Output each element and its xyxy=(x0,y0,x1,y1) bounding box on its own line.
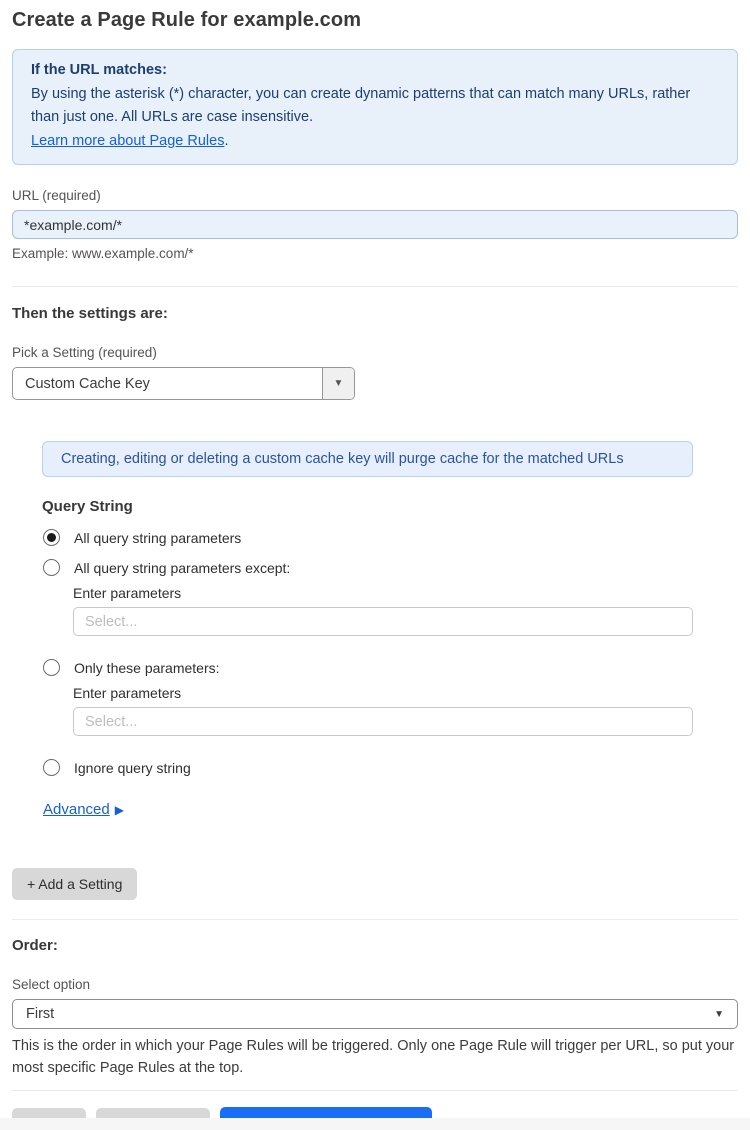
setting-dropdown-arrow-button[interactable] xyxy=(322,368,354,399)
enter-parameters-label: Enter parameters xyxy=(73,585,182,601)
divider xyxy=(12,286,738,287)
info-box-link-line xyxy=(31,130,719,154)
advanced-link-label: Advanced xyxy=(43,801,110,818)
enter-parameters-label: Enter parameters xyxy=(73,685,182,701)
url-example-text: Example: www.example.com/* xyxy=(12,246,194,261)
add-setting-button[interactable]: + Add a Setting xyxy=(12,868,137,900)
footer-strip xyxy=(0,1118,750,1130)
info-box-body: By using the asterisk (*) character, you can create dynamic patterns that can match many URLs, rather than just one. All URLs are case insensitive. xyxy=(31,85,691,125)
radio-option-all-params[interactable] xyxy=(43,529,738,546)
radio-option-label: Only these parameters: xyxy=(74,659,220,676)
divider xyxy=(12,919,738,920)
radio-option-label: All query string parameters xyxy=(74,529,242,546)
radio-option-label: Ignore query string xyxy=(74,759,191,776)
radio-button-icon[interactable] xyxy=(43,529,60,546)
radio-option-only-these[interactable] xyxy=(43,659,738,676)
url-match-info-box xyxy=(12,49,738,165)
info-box-heading: If the URL matches: xyxy=(31,62,167,78)
learn-more-link[interactable]: Learn more about Page Rules xyxy=(31,132,225,149)
radio-button-icon[interactable] xyxy=(43,559,60,576)
url-field-label: URL (required) xyxy=(12,188,101,203)
radio-option-label: All query string parameters except: xyxy=(74,559,291,576)
divider xyxy=(12,1090,738,1091)
chevron-right-icon: ▶ xyxy=(114,802,124,817)
page-title: Create a Page Rule for example.com xyxy=(12,9,362,31)
order-select-label: Select option xyxy=(12,977,91,992)
pick-setting-label: Pick a Setting (required) xyxy=(12,345,157,360)
order-select[interactable] xyxy=(12,999,738,1029)
except-parameters-input[interactable] xyxy=(73,607,693,636)
link-period: . xyxy=(224,132,229,149)
radio-option-ignore-query[interactable] xyxy=(43,759,738,776)
query-string-heading: Query String xyxy=(42,498,133,515)
chevron-down-icon: ▼ xyxy=(714,1008,724,1020)
order-heading: Order: xyxy=(12,937,58,954)
order-select-value: First xyxy=(26,1006,55,1022)
setting-dropdown[interactable] xyxy=(12,367,355,400)
advanced-link[interactable] xyxy=(43,801,124,818)
radio-button-icon[interactable] xyxy=(43,659,60,676)
only-parameters-input[interactable] xyxy=(73,707,693,736)
radio-option-all-except[interactable] xyxy=(43,559,738,576)
setting-dropdown-value: Custom Cache Key xyxy=(25,375,150,392)
order-help-text: This is the order in which your Page Rules will be triggered. Only one Page Rule will trigger per URL, so put your most specific Page Rules at the top. xyxy=(12,1038,735,1076)
settings-heading: Then the settings are: xyxy=(12,305,168,322)
chevron-down-icon: ▼ xyxy=(333,378,344,389)
radio-button-icon[interactable] xyxy=(43,759,60,776)
url-input[interactable] xyxy=(12,210,738,239)
cache-key-notice: Creating, editing or deleting a custom cache key will purge cache for the matched URLs xyxy=(42,441,693,477)
